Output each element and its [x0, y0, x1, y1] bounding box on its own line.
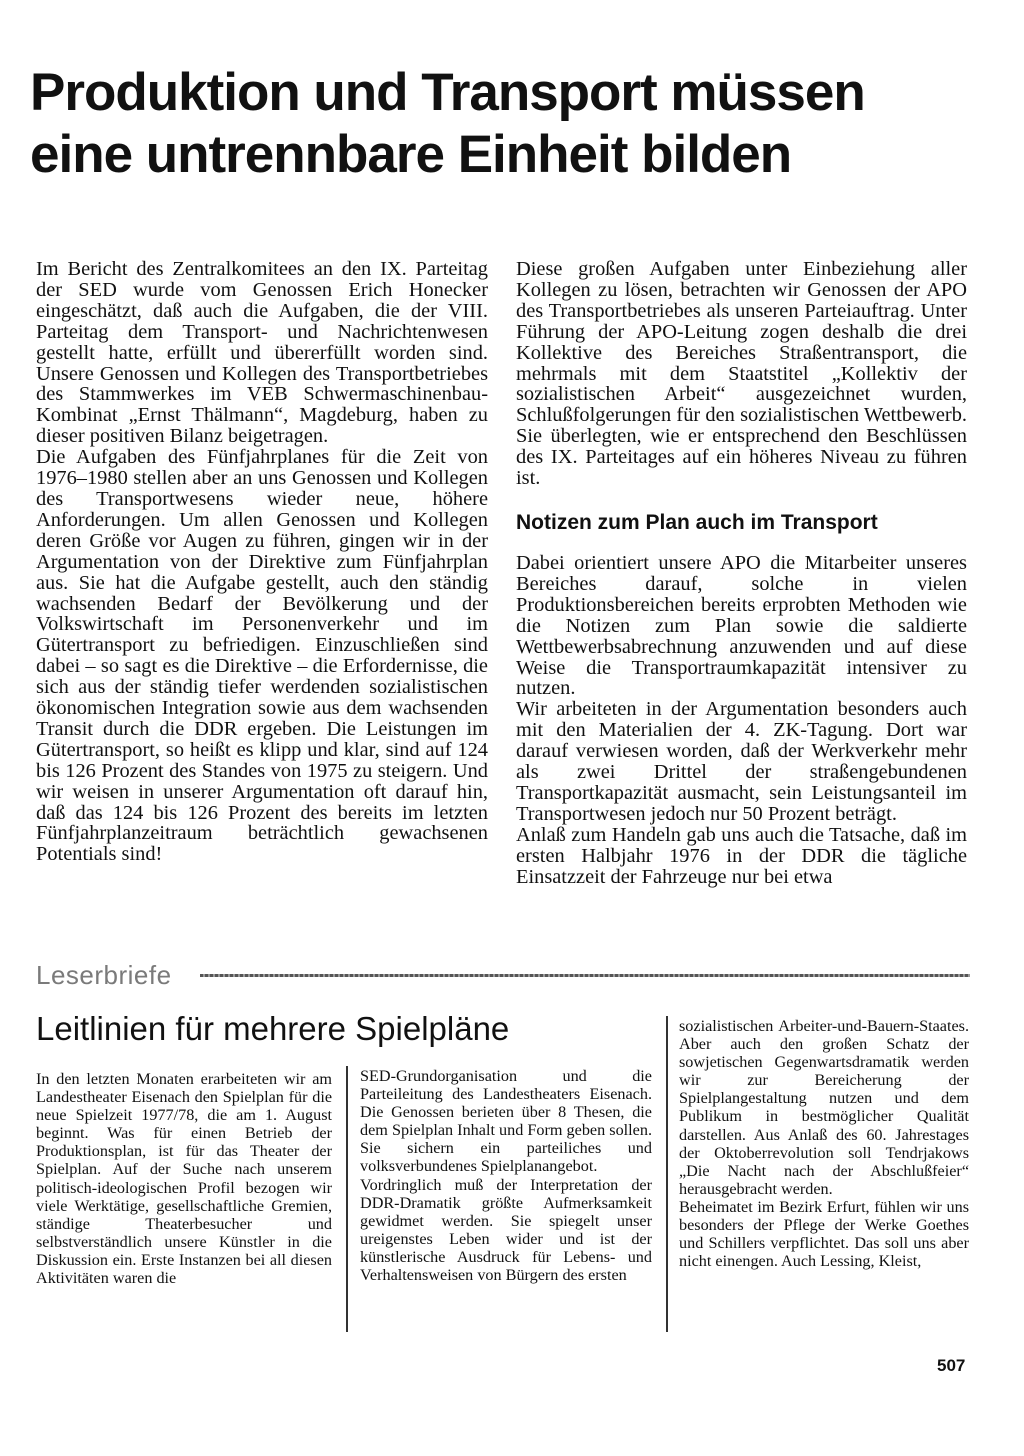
- article-headline: [30, 62, 1000, 186]
- letter-column-2: [360, 1067, 652, 1284]
- letter-headline: Leitlinien für mehrere Spielpläne: [36, 1010, 510, 1047]
- article-paragraph: Die Aufgaben des Fünfjahrplanes für die Zeit von 1976–1980 stellen aber an uns Genossen und Kollegen des Transportwesens wieder neue, höhere Anforderungen. Um allen Genossen und Kollegen deren Größe vor Augen zu führen, gingen wir in der Argumentation von der Direktive zum Fünfjahrplan aus. Sie hat die Aufgabe gestellt, auch den ständig wachsenden Bedarf der Bevölkerung und der Volkswirtschaft im Personenverkehr und im Gütertransport zu befriedigen. Einzuschließen sind dabei – so sagt es die Direktive – die Erfordernisse, die sich aus der ständig tiefer werdenden sozialistischen ökonomischen Integration sowie aus dem wachsenden Transit durch die DDR ergeben. Die Leistungen im Gütertransport, so heißt es klipp und klar, sind auf 124 bis 126 Prozent des Standes von 1975 zu steigern. Und wir weisen in unserer Argumentation oft darauf hin, daß das 124 bis 126 Prozent des bereits im letzten Fünfjahrplanzeitraum beträchtlich gewachsenen Potentials sind!: [36, 446, 488, 866]
- article-subheading: Notizen zum Plan auch im Transport: [516, 510, 878, 534]
- article-paragraph: Wir arbeiteten in der Argumentation besonders auch mit den Materialien der 4. ZK-Tagung. Dort war darauf verwiesen worden, daß der Werkverkehr mehr als zwei Drittel der straßengebundenen Transportkapazität ausmacht, sein Leistungsanteil im Transportwesen jedoch nur 50 Prozent beträgt.: [516, 698, 967, 825]
- headline-line-1: Produktion und Transport müssen: [30, 63, 865, 122]
- section-divider: [200, 974, 970, 977]
- article-paragraph: Im Bericht des Zentralkomitees an den IX. Parteitag der SED wurde vom Genossen Erich Honecker eingeschätzt, daß auch die Aufgaben, die der VIII. Parteitag dem Transport- und Nachrichtenwesen gestellt hatte, erfüllt und übererfüllt worden sind. Unsere Genossen und Kollegen des Transportbetriebes des Stammwerkes im VEB Schwermaschinenbau-Kombinat „Ernst Thälmann“, Magdeburg, haben zu dieser positiven Bilanz beigetragen.: [36, 258, 488, 448]
- letter-paragraph: SED-Grundorganisation und die Parteileitung des Landestheaters Eisenach. Die Genossen berieten über 8 Thesen, die dem Spielplan Inhalt und Form geben sollen. Sie sichern ein parteiliches und volksverbundenes Spielplanangebot.: [360, 1067, 652, 1176]
- letter-paragraph: sozialistischen Arbeiter-und-Bauern-Staates. Aber auch den großen Schatz der sowjetischen Gegenwartsdramatik werden wir zur Bereicherung der Spielplangestaltung nutzen und dem Publikum in bestmöglicher Qualität darstellen. Aus Anlaß des 60. Jahrestages der Oktoberrevolution soll Tendrjakows „Die Nacht nach der Abschlußfeier“ herausgebracht werden.: [679, 1017, 969, 1198]
- section-label: Leserbriefe: [36, 960, 172, 990]
- article-column-right: [516, 259, 967, 887]
- headline-line-2: eine untrennbare Einheit bilden: [30, 125, 792, 184]
- letter-column-3: [679, 1017, 969, 1270]
- letter-column-1: [36, 1070, 332, 1287]
- article-paragraph: Diese großen Aufgaben unter Einbeziehung aller Kollegen zu lösen, betrachten wir Genossen der APO des Transportbetriebes als unseren Parteiauftrag. Unter Führung der APO-Leitung zogen deshalb die drei Kollektive des Bereiches Straßentransport, die mehrmals mit dem Staatstitel „Kollektiv der sozialistischen Arbeit“ ausgezeichnet wurden, Schlußfolgerungen für den sozialistischen Wettbewerb. Sie überlegten, wie er entsprechend den Beschlüssen des IX. Parteitages auf ein höheres Niveau zu führen ist.: [516, 258, 967, 490]
- article-column-left: [36, 259, 488, 865]
- letter-paragraph: In den letzten Monaten erarbeiteten wir am Landestheater Eisenach den Spielplan für die neue Spielzeit 1977/78, die am 1. August beginnt. Was für einen Betrieb der Produktionsplan, ist für das Theater der Spielplan. Auf der Suche nach unserem politisch-ideologischen Profil bezogen wir viele Werktätige, gesellschaftliche Gremien, ständige Theaterbesucher und selbstverständlich unsere Künstler in die Diskussion ein. Erste Instanzen bei all diesen Aktivitäten waren die: [36, 1070, 332, 1288]
- column-divider: [346, 1066, 348, 1332]
- article-paragraph: Dabei orientiert unsere APO die Mitarbeiter unseres Bereiches darauf, solche in vielen Produktionsbereichen bereits erprobten Methoden wie die Notizen zum Plan sowie die saldierte Wettbewerbsabrechnung anzuwenden und auf diese Weise die Transportraumkapazität intensiver zu nutzen.: [516, 551, 967, 700]
- article-paragraph: Anlaß zum Handeln gab uns auch die Tatsache, daß im ersten Halbjahr 1976 in der DDR die tägliche Einsatzzeit der Fahrzeuge nur bei etwa: [516, 823, 967, 888]
- letter-paragraph: Vordringlich muß der Interpretation der DDR-Dramatik größte Aufmerksamkeit gewidmet werden. Sie spiegelt unser ureigenstes Leben wider und ist der künstlerische Ausdruck für Lebens- und Verhaltensweisen von Bürgern des ersten: [360, 1175, 652, 1285]
- letter-paragraph: Beheimatet im Bezirk Erfurt, fühlen wir uns besonders der Pflege der Werke Goethes und Schillers verpflichtet. Das soll uns aber nicht einengen. Auch Lessing, Kleist,: [679, 1197, 969, 1271]
- page-number: 507: [937, 1356, 966, 1375]
- column-divider: [666, 1016, 668, 1332]
